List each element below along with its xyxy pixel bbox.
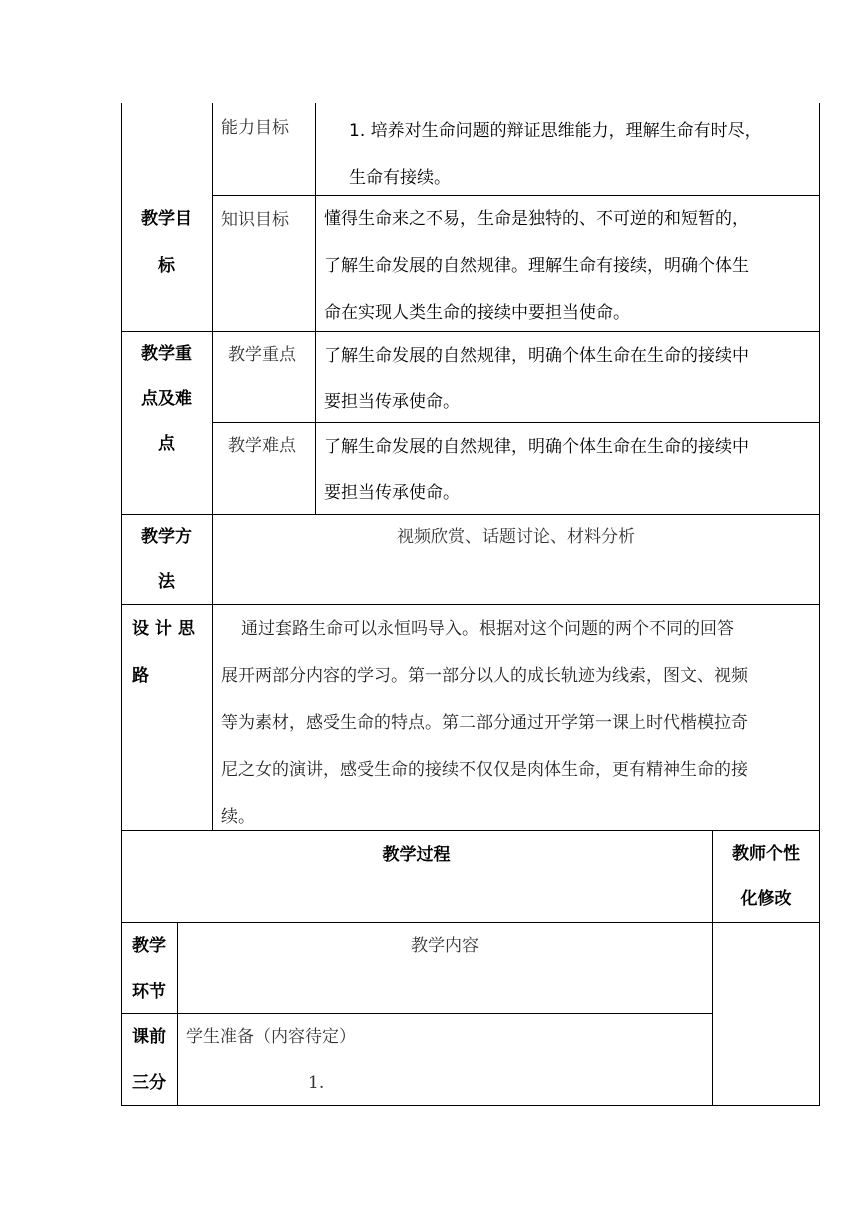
divider-v-label xyxy=(212,103,213,830)
design-text: 通过套路生命可以永恒吗导入。根据对这个问题的两个不同的回答 展开两部分内容的学习。第一部分以人的成长轨迹为线索，图文、视频 等为素材，感受生命的特点。第二部分通过开学第一课上时代楷模拉奇 尼之女的演讲，感受生命的接续不仅仅是肉体生命，更有精神生命的接 续。 xyxy=(221,619,748,827)
focus-label: 教学重点 xyxy=(228,345,296,365)
pre-class-label: 课前 三分 xyxy=(132,1027,166,1093)
divider-v-sublabel xyxy=(315,103,316,514)
pre-class-text: 学生准备（内容待定） xyxy=(186,1027,356,1047)
keypoints-label: 教学重 点及难 点 xyxy=(141,344,192,454)
method-label: 教学方 法 xyxy=(141,527,192,592)
difficulty-text: 了解生命发展的自然规律，明确个体生命在生命的接续中 要担当传承使命。 xyxy=(324,437,749,503)
process-title: 教学过程 xyxy=(382,845,451,865)
divider-h-method xyxy=(121,604,820,605)
knowledge-text: 懂得生命来之不易，生命是独特的、不可逆的和短暂的， 了解生命发展的自然规律。理解生命有接续，明确个体生 命在实现人类生命的接续中要担当使命。 xyxy=(324,209,749,323)
method-text: 视频欣赏、话题讨论、材料分析 xyxy=(397,527,635,547)
pre-class-item: 1. xyxy=(308,1073,325,1093)
goals-label: 教学目 标 xyxy=(141,209,192,276)
content-label: 教学内容 xyxy=(411,936,479,956)
table-border-bottom xyxy=(121,1105,820,1106)
difficulty-label: 教学难点 xyxy=(228,436,296,456)
focus-text: 了解生命发展的自然规律，明确个体生命在生命的接续中 要担当传承使命。 xyxy=(324,346,749,412)
knowledge-label: 知识目标 xyxy=(221,210,289,230)
ability-label: 能力目标 xyxy=(221,118,289,138)
stage-label: 教学 环节 xyxy=(132,936,166,1002)
design-label: 设 计 思 路 xyxy=(132,619,195,686)
teacher-modify-label: 教师个性 化修改 xyxy=(732,844,800,909)
ability-text: 1. 培养对生命问题的辩证思维能力，理解生命有时尽， 生命有接续。 xyxy=(349,121,762,188)
